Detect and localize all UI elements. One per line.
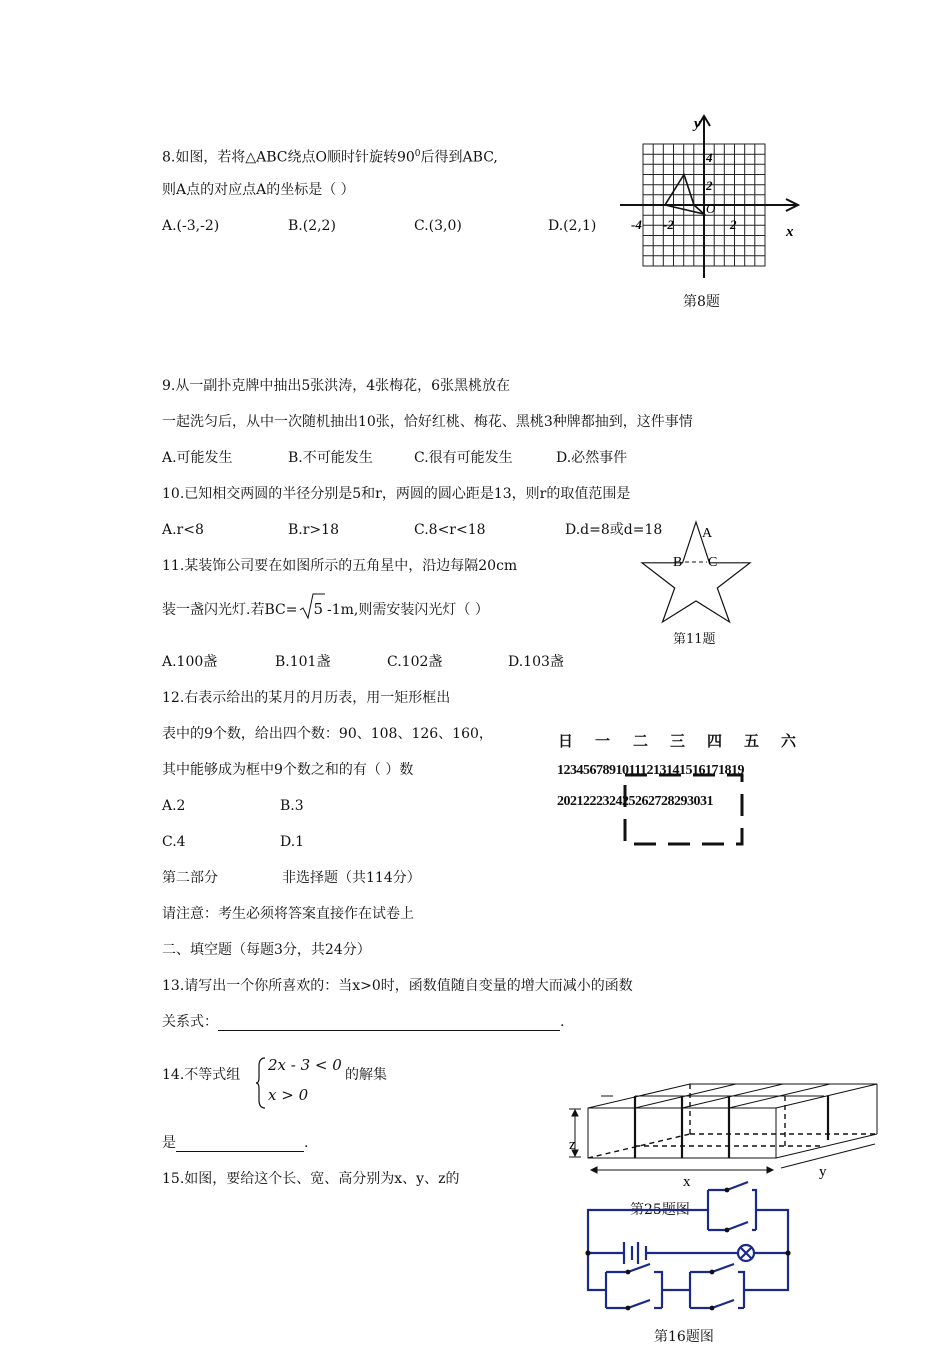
q8-line1 [162, 145, 498, 167]
circuit-nodes [585, 1188, 790, 1311]
part2-subtitle: 非选择题（共114分） [282, 870, 421, 886]
q9-option-b: B.不可能发生 [288, 450, 373, 466]
q10-line1: 10.已知相交两圆的半径分别是5和r，两圆的圆心距是13，则r的取值范围是 [162, 486, 631, 502]
dim-y-label: y [819, 1164, 827, 1180]
q12-option-c: C.4 [162, 834, 186, 850]
q14-inequality-1: 2x - 3 < 0 [268, 1056, 342, 1074]
q9-option-d: D.必然事件 [556, 450, 628, 466]
tick-4: 4 [706, 150, 713, 165]
q10-option-d: D.d=8或d=18 [565, 522, 663, 538]
axis-y-label: y [694, 116, 701, 132]
dim-z-label: z [569, 1137, 576, 1153]
q8-option-a: A.(-3,-2) [162, 218, 220, 234]
q9-option-a: A.可能发生 [162, 450, 233, 466]
q12-option-d: D.1 [280, 834, 305, 850]
q12-option-b: B.3 [280, 798, 304, 814]
cal-weekday-mon: 一 [595, 734, 611, 750]
sqrt-expression [299, 594, 325, 619]
q8-text: 8.如图，若将△ABC绕点O顺时针旋转90 [162, 149, 415, 166]
q11-line2 [162, 594, 489, 619]
q13-line2 [162, 1013, 564, 1031]
q8-line2: 则A点的对应点A的坐标是（ ） [162, 182, 355, 198]
q13-period: . [560, 1014, 565, 1030]
q15-box-figure [555, 1080, 885, 1190]
q9-line2: 一起洗匀后，从中一次随机抽出10张，恰好红桃、梅花、黑桃3种牌都抽到，这件事情 [162, 414, 693, 430]
cal-weekday-fri: 五 [744, 734, 760, 750]
q14-period: . [304, 1135, 309, 1151]
cal-weekday-wed: 三 [670, 734, 686, 750]
part2-notice: 请注意：考生必须将答案直接作在试卷上 [162, 906, 414, 922]
axes [620, 116, 798, 278]
tick-neg2: -2 [663, 217, 674, 232]
q11-text-a: 装一盏闪光灯.若BC= [162, 602, 298, 618]
q11-caption: 第11题 [673, 632, 716, 647]
q8-text-end: 后得到ABC, [420, 149, 498, 166]
q14-label: 是 [162, 1135, 176, 1151]
point-a-label: A [702, 526, 713, 541]
q13-line1: 13.请写出一个你所喜欢的：当x>0时，函数值随自变量的增大而减小的函数 [162, 978, 633, 994]
degree-mark: 0 [414, 149, 421, 159]
q15-caption: 第25题图 [630, 1202, 690, 1218]
q8-option-c: C.(3,0) [414, 218, 462, 234]
triangle-abc [665, 175, 704, 215]
cal-dashed-frame [622, 772, 746, 848]
dim-x-label: x [683, 1174, 691, 1190]
q10-option-a: A.r<8 [162, 522, 204, 538]
q11-option-b: B.101盏 [275, 654, 331, 670]
q14-suffix: 的解集 [345, 1067, 387, 1083]
tick-neg4: -4 [631, 217, 642, 232]
tick-2-x: 2 [730, 217, 737, 232]
q8-caption: 第8题 [683, 294, 720, 310]
q11-text-b: -1m,则需安装闪光灯（ ） [327, 602, 489, 618]
cal-weekday-tue: 二 [633, 734, 649, 750]
axis-x-label: x [786, 224, 794, 240]
cal-weekday-sun: 日 [558, 734, 574, 750]
q11-option-a: A.100盏 [162, 654, 218, 670]
q9-line1: 9.从一副扑克牌中抽出5张洪涛，4张梅花，6张黑桃放在 [162, 378, 511, 394]
q13-answer-blank[interactable] [218, 1016, 560, 1031]
section-heading: 二、填空题（每题3分，共24分） [162, 942, 371, 958]
origin-label: O [706, 201, 716, 216]
q14-answer-blank[interactable] [176, 1137, 304, 1152]
q11-option-d: D.103盏 [508, 654, 564, 670]
q12-line3: 其中能够成为框中9个数之和的有（ ）数 [162, 762, 414, 778]
q13-label: 关系式： [162, 1014, 218, 1030]
cal-row-1: 12345678910111213141516171819 [557, 763, 744, 778]
q11-star-figure [640, 518, 755, 626]
q10-option-b: B.r>18 [288, 522, 339, 538]
q12-line1: 12.右表示给出的某月的月历表，用一矩形框出 [162, 690, 451, 706]
box-hidden-edges [588, 1084, 877, 1158]
cal-weekday-sat: 六 [781, 734, 797, 750]
q12-option-a: A.2 [162, 798, 186, 814]
box-outline [588, 1084, 877, 1158]
circuit-wires [588, 1182, 788, 1308]
part2-title: 第二部分 [162, 870, 218, 886]
box-divisions [635, 1096, 828, 1158]
sqrt-argument: 5 [313, 600, 323, 618]
q16-caption: 第16题图 [654, 1329, 714, 1345]
q12-line2: 表中的9个数，给出四个数：90、108、126、160， [162, 726, 493, 742]
tick-2-y: 2 [706, 178, 713, 193]
cal-row-2: 202122232425262728293031 [557, 794, 713, 809]
q8-grid-figure [620, 112, 810, 282]
q15-line1: 15.如图，要给这个长、宽、高分别为x、y、z的 [162, 1171, 460, 1187]
q14-prefix: 14.不等式组 [162, 1067, 241, 1083]
system-brace [255, 1056, 267, 1110]
q8-option-d: D.(2,1) [548, 218, 597, 234]
q8-option-b: B.(2,2) [288, 218, 336, 234]
q14-line2 [162, 1134, 308, 1152]
q11-line1: 11.某装饰公司要在如图所示的五角星中，沿边每隔20cm [162, 558, 518, 574]
q14-inequality-2: x > 0 [268, 1086, 309, 1104]
point-b-label: B [673, 555, 683, 570]
q16-circuit-figure [578, 1178, 798, 1318]
q11-option-c: C.102盏 [387, 654, 443, 670]
radical-sign [299, 592, 325, 620]
star-outline [642, 522, 750, 622]
point-c-label: C [708, 555, 718, 570]
q10-option-c: C.8<r<18 [414, 522, 486, 538]
cal-weekday-thu: 四 [707, 734, 723, 750]
q9-option-c: C.很有可能发生 [414, 450, 513, 466]
